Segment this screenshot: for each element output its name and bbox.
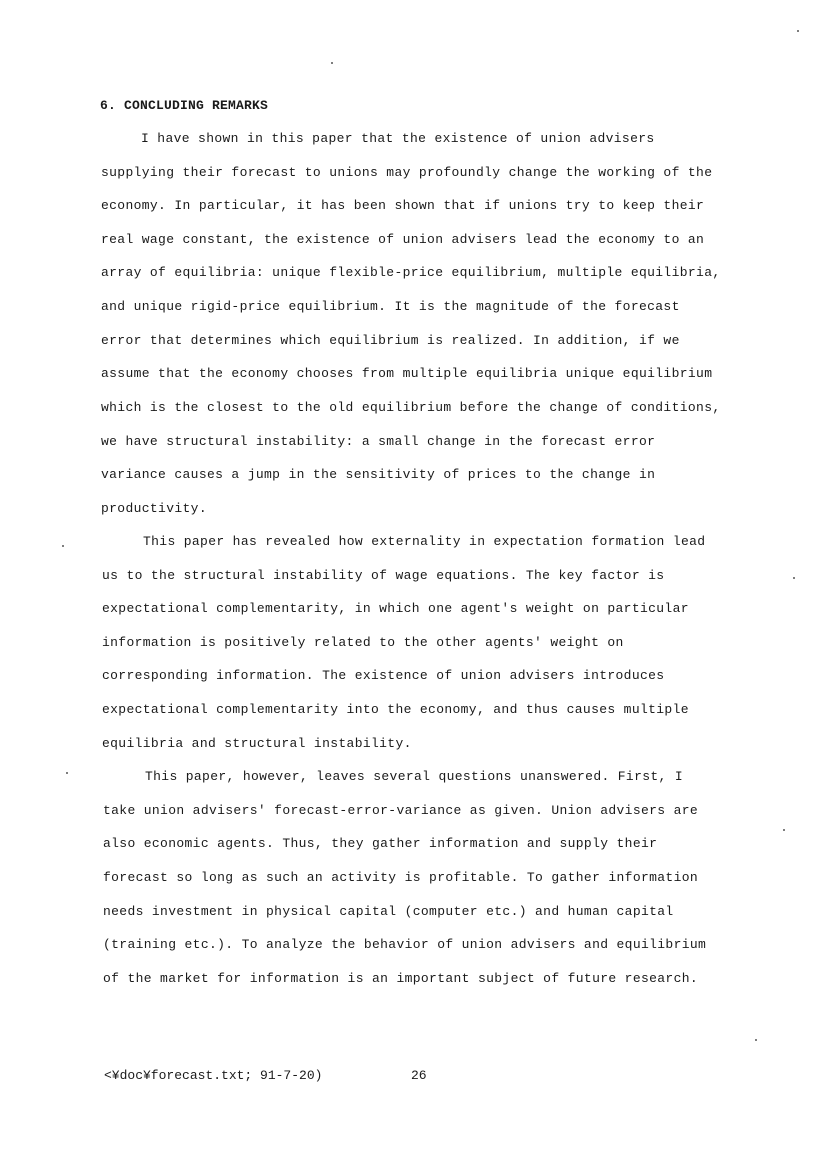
paragraph-line: information is positively related to the other agents' weight on	[102, 635, 624, 650]
scan-speck	[793, 577, 795, 579]
paragraph-line: we have structural instability: a small change in the forecast error	[101, 434, 656, 449]
paragraph-line: (training etc.). To analyze the behavior of union advisers and equilibrium	[103, 937, 707, 952]
paragraph-line: variance causes a jump in the sensitivity of prices to the change in	[101, 467, 656, 482]
scan-speck	[797, 30, 799, 32]
paragraph-line: forecast so long as such an activity is profitable. To gather information	[103, 870, 699, 885]
paragraph-line: which is the closest to the old equilibrium before the change of conditions,	[101, 400, 721, 415]
paragraph-line: error that determines which equilibrium is realized. In addition, if we	[101, 333, 680, 348]
paragraph-line: assume that the economy chooses from multiple equilibria unique equilibrium	[101, 366, 713, 381]
scan-speck	[66, 772, 68, 774]
paragraph-line: take union advisers' forecast-error-variance as given. Union advisers are	[103, 803, 699, 818]
paragraph-line: and unique rigid-price equilibrium. It is the magnitude of the forecast	[101, 299, 680, 314]
paragraph-line: also economic agents. Thus, they gather information and supply their	[103, 836, 658, 851]
paragraph-line: real wage constant, the existence of union advisers lead the economy to an	[101, 232, 705, 247]
paragraph-line: of the market for information is an important subject of future research.	[103, 971, 699, 986]
page-number: 26	[411, 1068, 427, 1083]
paragraph-line: This paper has revealed how externality in expectation formation lead	[143, 534, 706, 549]
section-heading: 6. CONCLUDING REMARKS	[100, 98, 269, 113]
paragraph-line: expectational complementarity into the economy, and thus causes multiple	[102, 702, 689, 717]
paragraph-line: corresponding information. The existence of union advisers introduces	[102, 668, 665, 683]
paragraph-line: economy. In particular, it has been shown that if unions try to keep their	[101, 198, 705, 213]
scan-speck	[62, 545, 64, 547]
paragraph-line: us to the structural instability of wage equations. The key factor is	[102, 568, 665, 583]
paragraph-line: needs investment in physical capital (computer etc.) and human capital	[103, 904, 674, 919]
scan-speck	[331, 62, 333, 64]
paragraph-line: I have shown in this paper that the existence of union advisers	[141, 131, 655, 146]
scan-speck	[755, 1039, 757, 1041]
scan-speck	[783, 829, 785, 831]
paragraph-line: productivity.	[101, 501, 207, 516]
paragraph-line: This paper, however, leaves several questions unanswered. First, I	[145, 769, 683, 784]
footer-file-reference: <¥doc¥forecast.txt; 91-7-20)	[104, 1068, 323, 1083]
paragraph-line: array of equilibria: unique flexible-price equilibrium, multiple equilibria,	[101, 265, 721, 280]
paragraph-line: supplying their forecast to unions may profoundly change the working of the	[101, 165, 713, 180]
paragraph-line: expectational complementarity, in which one agent's weight on particular	[102, 601, 689, 616]
paragraph-line: equilibria and structural instability.	[102, 736, 412, 751]
